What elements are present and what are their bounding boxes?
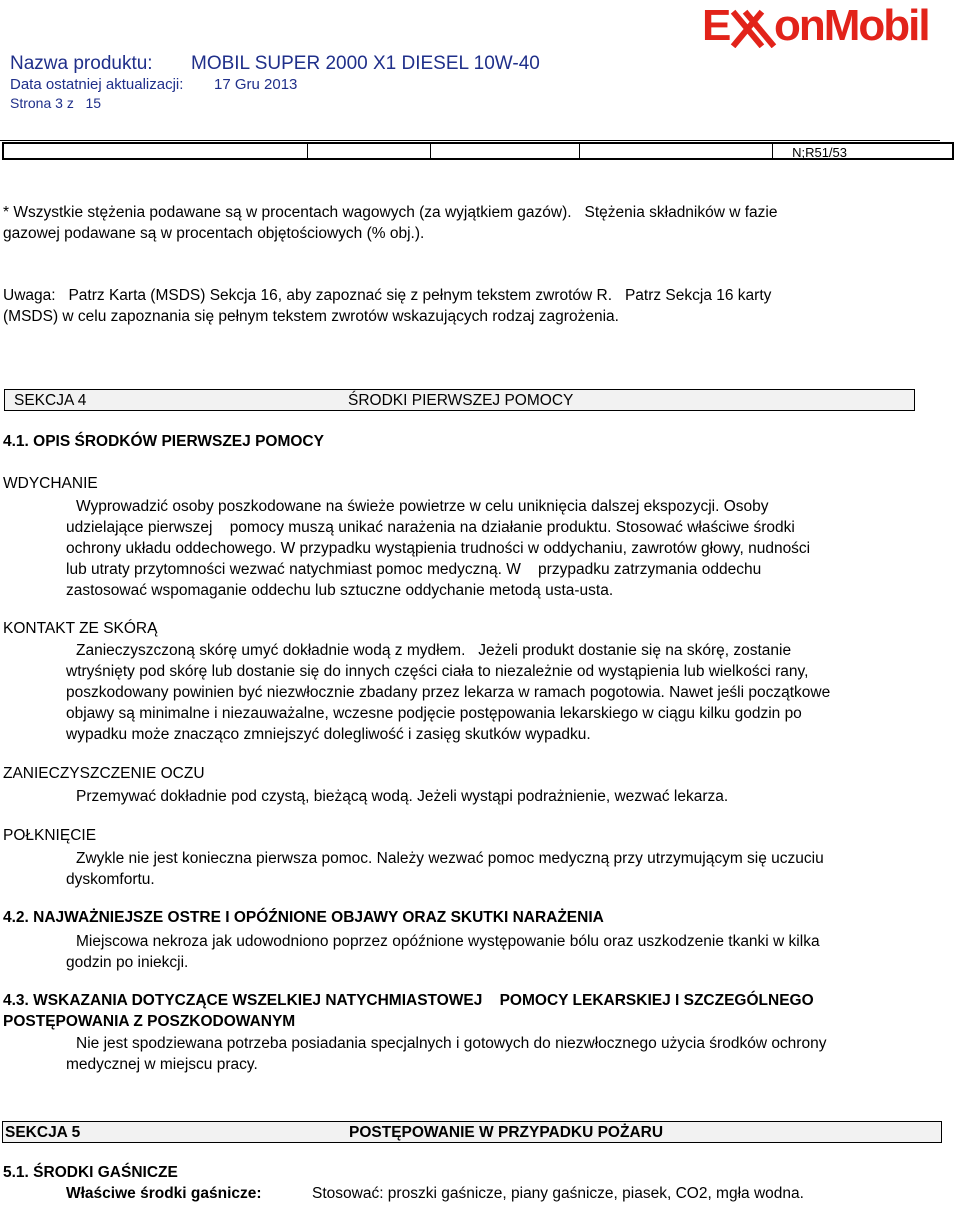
symptoms-text — [66, 931, 820, 973]
concentration-note-line-2: gazowej podawane są w procentach objętościowych (% obj.). — [3, 225, 425, 242]
text-line: Zanieczyszczoną skórę umyć dokładnie wodą z mydłem. Jeżeli produkt dostanie się na skórę, zostanie — [76, 642, 792, 659]
subsection-4-2-title: 4.2. NAJWAŻNIEJSZE OSTRE I OPÓŹNIONE OBJAWY ORAZ SKUTKI NARAŻENIA — [3, 909, 604, 926]
svg-text:onMobil: onMobil — [774, 1, 929, 48]
risk-phrase-code: N;R51/53 — [792, 145, 847, 160]
eye-contact-heading: ZANIECZYSZCZENIE OCZU — [3, 765, 205, 782]
section-5-title: POSTĘPOWANIE W PRZYPADKU POŻARU — [349, 1124, 664, 1141]
section-5-label: SEKCJA 5 — [5, 1124, 81, 1141]
skin-contact-heading: KONTAKT ZE SKÓRĄ — [3, 620, 158, 637]
text-line: godzin po iniekcji. — [66, 954, 189, 971]
table-cell — [4, 144, 308, 158]
text-line: objawy są minimalne i niezauważalne, wczesne podjęcie postępowania lekarskiego w ciągu kilku godzin po — [66, 705, 802, 722]
table-cell — [307, 144, 431, 158]
text-line: udzielające pierwszej pomocy muszą unikać narażenia na działanie produktu. Stosować właściwe środki — [66, 519, 795, 536]
product-name-line — [10, 53, 540, 75]
section-4-title: ŚRODKI PIERWSZEJ POMOCY — [348, 392, 574, 409]
text-line: Zwykle nie jest konieczna pierwsza pomoc. Należy wezwać pomoc medyczną przy utrzymującym się uczuciu — [76, 850, 824, 867]
extinguishing-media-label: Właściwe środki gaśnicze: — [66, 1185, 262, 1202]
text-line: wtryśnięty pod skórę lub dostanie się do innych części ciała to niezależnie od wystąpienia lub wielkości rany, — [66, 663, 809, 680]
skin-contact-text — [66, 640, 830, 745]
concentration-note-line-1: * Wszystkie stężenia podawane są w procentach wagowych (za wyjątkiem gazów). Stężenia składników w fazie — [3, 204, 778, 221]
table-cell — [579, 144, 773, 158]
text-line: lub utraty przytomności wezwać natychmiast pomoc medyczną. W przypadku zatrzymania oddechu — [66, 561, 762, 578]
product-name-value: MOBIL SUPER 2000 X1 DIESEL 10W-40 — [191, 53, 540, 74]
text-line: dyskomfortu. — [66, 871, 155, 888]
eye-contact-text — [66, 786, 728, 807]
ingestion-heading: POŁKNIĘCIE — [3, 827, 97, 844]
text-line: wypadku może znacząco zmniejszyć dolegliwość i zasięg skutków wypadku. — [66, 726, 591, 743]
extinguishing-media-row — [66, 1185, 804, 1203]
text-line: zastosować wspomaganie oddechu lub sztuczne oddychanie metodą usta-usta. — [66, 582, 614, 599]
medical-attention-text — [66, 1033, 826, 1075]
update-date-line — [10, 76, 297, 93]
extinguishing-media-value: Stosować: proszki gaśnicze, piany gaśnicze, piasek, CO2, mgła wodna. — [312, 1185, 804, 1202]
text-line: medycznej w miejscu pracy. — [66, 1056, 258, 1073]
subsection-5-1-title: 5.1. ŚRODKI GAŚNICZE — [3, 1164, 178, 1181]
page-number: Strona 3 z 15 — [10, 95, 102, 111]
text-line: Miejscowa nekroza jak udowodniono poprzez opóźnione występowanie bólu oraz uszkodzenie tkanki w kilka — [76, 933, 820, 950]
inhalation-text — [66, 496, 810, 601]
composition-table-row — [2, 142, 954, 160]
text-line: Przemywać dokładnie pod czystą, bieżącą wodą. Jeżeli wystąpi podrażnienie, wezwać lekarza. — [76, 788, 729, 805]
exxonmobil-logo — [702, 0, 958, 48]
text-line: ochrony układu oddechowego. W przypadku wystąpienia trudności w oddychaniu, zawrotów głowy, nudności — [66, 540, 811, 557]
inhalation-heading: WDYCHANIE — [3, 475, 98, 492]
section-4-label: SEKCJA 4 — [14, 392, 87, 409]
section-4-header — [4, 389, 915, 411]
svg-text:E: E — [702, 1, 730, 48]
subsection-4-3-title-line-2: POSTĘPOWANIA Z POSZKODOWANYM — [3, 1013, 296, 1030]
table-cell — [430, 144, 580, 158]
text-line: Wyprowadzić osoby poszkodowane na świeże powietrze w celu uniknięcia dalszej ekspozycji. Osoby — [76, 498, 769, 515]
update-date-value: 17 Gru 2013 — [214, 76, 298, 93]
warning-note-line-2: (MSDS) w celu zapoznania się pełnym tekstem zwrotów wskazujących rodzaj zagrożenia. — [3, 308, 619, 325]
subsection-4-3-title-line-1: 4.3. WSKAZANIA DOTYCZĄCE WSZELKIEJ NATYCHMIASTOWEJ POMOCY LEKARSKIEJ I SZCZEGÓLNEGO — [3, 992, 814, 1009]
update-date-label: Data ostatniej aktualizacji: — [10, 76, 184, 93]
product-name-label: Nazwa produktu: — [10, 53, 153, 74]
section-5-header — [2, 1121, 942, 1143]
ingestion-text — [66, 848, 824, 890]
text-line: Nie jest spodziewana potrzeba posiadania specjalnych i gotowych do niezwłocznego użycia środków ochrony — [76, 1035, 827, 1052]
warning-note-line-1: Uwaga: Patrz Karta (MSDS) Sekcja 16, aby zapoznać się z pełnym tekstem zwrotów R. Patrz Sekcja 16 karty — [3, 287, 772, 304]
header-divider — [0, 140, 940, 141]
subsection-4-1-title: 4.1. OPIS ŚRODKÓW PIERWSZEJ POMOCY — [3, 433, 324, 450]
text-line: poszkodowany powinien być niezwłocznie zbadany przez lekarza w ramach pogotowia. Nawet jeśli początkowe — [66, 684, 831, 701]
